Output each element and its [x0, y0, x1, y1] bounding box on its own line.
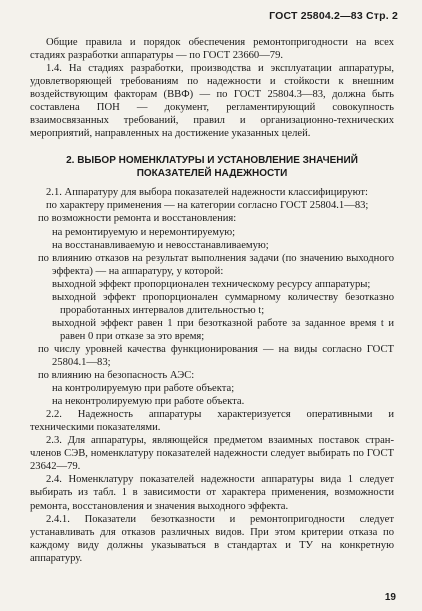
list-subitem-uncontrolled: на неконтролируемую при работе объекта.: [52, 396, 245, 408]
list-item-quality-levels: по числу уровней качества функционирования — на виды согласно ГОСТ 25804.1—83;: [38, 343, 394, 368]
paragraph-2-2: 2.2. Надежность аппаратуры характеризуется оперативными и техническими показателями.: [30, 409, 394, 434]
list-item-application: по характеру применения — на категории согласно ГОСТ 25804.1—83;: [46, 200, 369, 212]
paragraph-1-4: 1.4. На стадиях разработки, производства и эксплуатации аппаратуры, удовлетворяющей требованиям по надежности и стойкости к внешним воздействующим факторам (ВВФ) — по ГОСТ 25804.3—83, должна быть составлена ПОН — документ, регламентирующий совокупность взаимосвязанных требований, правил и организационно-технических мероприятий, направленных на достижение указанных целей.: [30, 63, 394, 140]
paragraph-2-4: 2.4. Номенклатуру показателей надежности аппаратуры вида 1 следует выбирать из табл. 1 в зависимости от характера применения, возможности ремонта, восстановления и значения выходного эффекта.: [30, 474, 394, 512]
list-item-safety: по влиянию на безопасность АЭС:: [38, 370, 195, 382]
list-subitem-restorable: на восстанавливаемую и невосстанавливаемую;: [52, 239, 269, 251]
list-subitem-intervals: выходной эффект пропорционален суммарному количеству безотказно проработанных интервалов длительностью t;: [52, 291, 394, 316]
page-number: 19: [384, 592, 396, 603]
list-subitem-resource: выходной эффект пропорционален техническому ресурсу аппаратуры;: [52, 278, 371, 290]
page-header: ГОСТ 25804.2—83 Стр. 2: [269, 10, 398, 22]
paragraph-2-3: 2.3. Для аппаратуры, являющейся предметом взаимных поставок стран-членов СЭВ, номенклатуру показателей надежности следует выбирать по ГОСТ 23642—79.: [30, 435, 394, 473]
list-subitem-binary: выходной эффект равен 1 при безотказной работе за заданное время t и равен 0 при отказе за это время;: [52, 317, 394, 342]
paragraph-2-4-1: 2.4.1. Показатели безотказности и ремонтопригодности следует устанавливать для отказов различных видов. При этом критерии отказа по каждому виду должны указываться в стандартах и ТУ на конкретную аппаратуру.: [30, 513, 394, 564]
list-subitem-repairable: на ремонтируемую и неремонтируемую;: [52, 226, 236, 238]
section-heading-2: 2. ВЫБОР НОМЕНКЛАТУРЫ И УСТАНОВЛЕНИЕ ЗНАЧЕНИЙ ПОКАЗАТЕЛЕЙ НАДЕЖНОСТИ: [66, 155, 358, 180]
list-subitem-controlled: на контролируемую при работе объекта;: [52, 383, 235, 395]
list-item-repair: по возможности ремонта и восстановления:: [38, 213, 237, 225]
paragraph-2-1: 2.1. Аппаратуру для выбора показателей надежности классифицируют:: [46, 187, 368, 199]
document-body: [30, 36, 394, 565]
list-item-failure-influence: по влиянию отказов на результат выполнения задачи (по значению выходного эффекта) — на аппаратуру, у которой:: [38, 252, 394, 277]
paragraph-general-rules: Общие правила и порядок обеспечения ремонтопригодности на всех стадиях разработки аппаратуры — по ГОСТ 23660—79.: [30, 37, 394, 62]
